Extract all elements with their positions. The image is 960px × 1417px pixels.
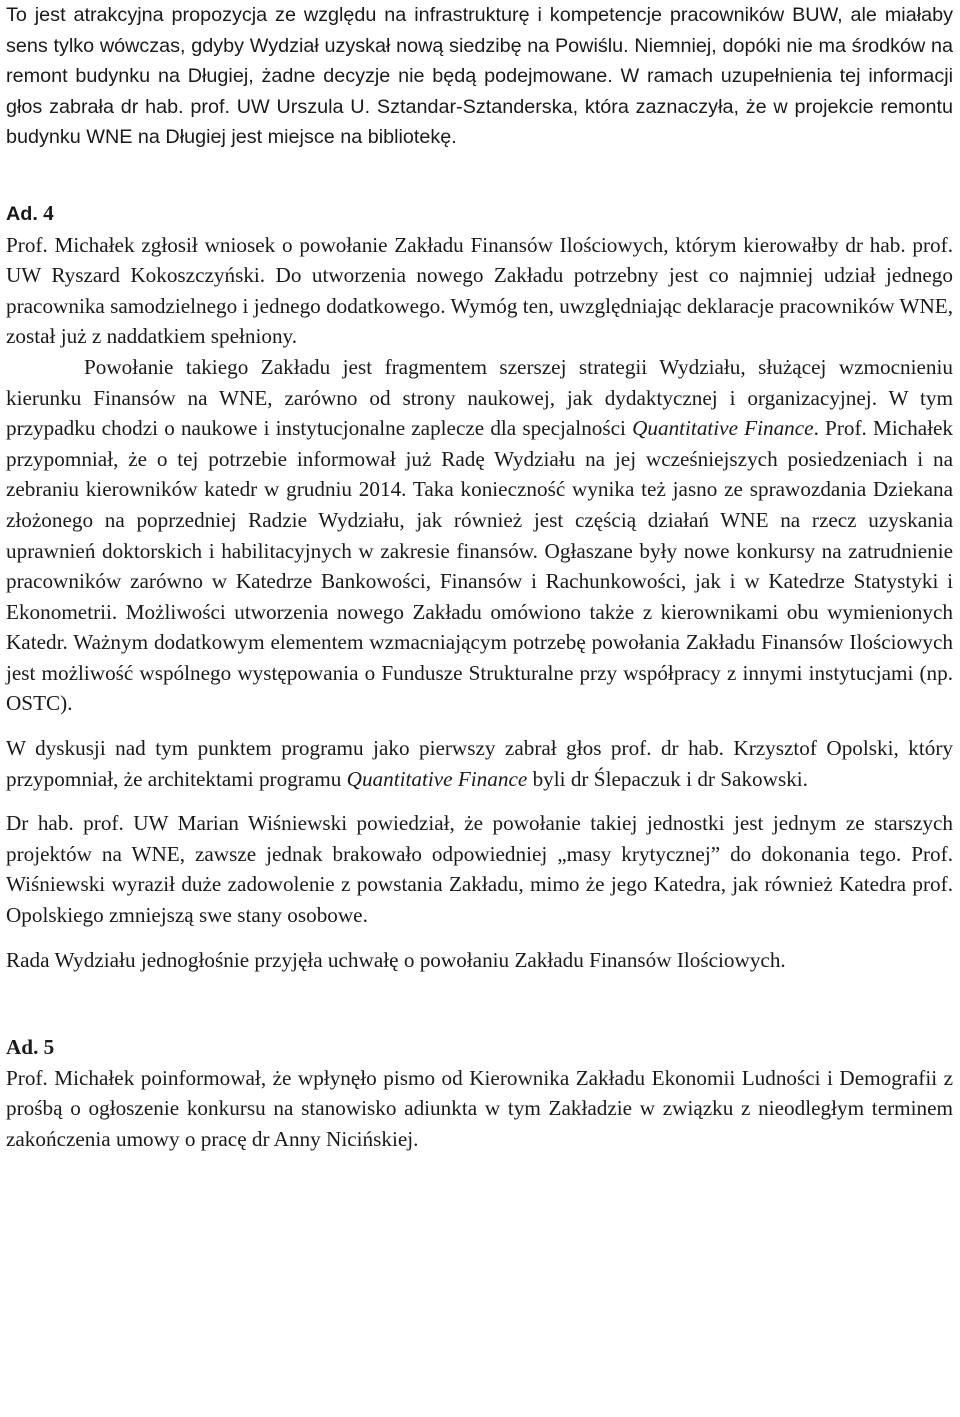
quantitative-finance-term: Quantitative Finance <box>632 416 814 441</box>
ad5-heading: Ad. 5 <box>6 1035 55 1060</box>
ad4-paragraph-1: Prof. Michałek zgłosił wniosek o powołanie Zakładu Finansów Ilościowych, którym kierowałby dr hab. prof. UW Ryszard Kokoszczyński. Do utworzenia nowego Zakładu potrzebny jest co najmniej udział jednego pracownika samodzielnego i jednego dodatkowego. Wymóg ten, uwzględniając deklaracje pracowników WNE, został już z naddatkiem spełniony. <box>6 232 953 349</box>
ad4-heading-number: 4 <box>43 200 54 225</box>
ad4-heading <box>6 198 953 230</box>
quantitative-finance-term-2: Quantitative Finance <box>346 766 528 791</box>
ad4-paragraph-2-start: Powołanie takiego Zakładu jest fragmentem szerszej strategii Wydziału, służącej wzmocnieniu kierunku Finansów na WNE, zarówno od strony naukowej, jak dydaktycznej i organizacyjnej. W tym przypadku chodzi o naukowe i instytucjonalne zaplecze dla specjalności <box>6 354 953 441</box>
ad4-paragraph-3 <box>6 733 953 794</box>
ad4-paragraph-2-end: . Prof. Michałek przypomniał, że o tej potrzebie informował już Radę Wydziału na jej wcześniejszych posiedzeniach i na zebraniu kierowników katedr w grudniu 2014. Taka konieczność wynika też jasno ze sprawozdania Dziekana złożonego na poprzedniej Radzie Wydziału, jak również jest częścią działań WNE na rzecz uzyskania uprawnień doktorskich i habilitacyjnych w zakresie finansów. Ogłaszane były nowe konkursy na zatrudnienie pracowników zarówno w Katedrze Bankowości, Finansów i Rachunkowości, jak i w Katedrze Statystyki i Ekonometrii. Możliwości utworzenia nowego Zakładu omówiono także z kierownikami obu wymienionych Katedr. Ważnym dodatkowym elementem wzmacniającym potrzebę powołania Zakładu Finansów Ilościowych jest możliwość wspólnego występowania o Fundusze Strukturalne przy współpracy z innymi instytucjami (np. OSTC). <box>6 416 953 716</box>
ad4-paragraph-2 <box>6 352 953 719</box>
ad4-heading-prefix: Ad. <box>6 202 38 225</box>
ad5-paragraph-1: Prof. Michałek poinformował, że wpłynęło pismo od Kierownika Zakładu Ekonomii Ludności i Demografii z prośbą o ogłoszenie konkursu na stanowisko adiunkta w tym Zakładzie w związku z nieodległym terminem zakończenia umowy o pracę dr Anny Nicińskiej. <box>6 1065 953 1151</box>
ad4-paragraph-4: Dr hab. prof. UW Marian Wiśniewski powiedział, że powołanie takiej jednostki jest jednym ze starszych projektów na WNE, zawsze jednak brakowało odpowiedniej „masy krytycznej” do dokonania tego. Prof. Wiśniewski wyraził duże zadowolenie z powstania Zakładu, mimo że jego Katedra, jak również Katedra prof. Opolskiego zmniejszą swe stany osobowe. <box>6 811 953 928</box>
ad4-paragraph-3-start: W dyskusji nad tym punktem programu jako pierwszy zabrał głos prof. dr hab. Krzysztof Opolski, który przypomniał, że architektami programu <box>6 736 953 791</box>
intro-paragraph: To jest atrakcyjna propozycja ze względu na infrastrukturę i kompetencje pracowników BUW, ale miałaby sens tylko wówczas, gdyby Wydział uzyskał nową siedzibę na Powiślu. Niemniej, dopóki nie ma środków na remont budynku na Długiej, żadne decyzje nie będą podejmowane. W ramach uzupełnienia tej informacji głos zabrała dr hab. prof. UW Urszula U. Sztandar-Sztanderska, która zaznaczyła, że w projekcie remontu budynku WNE na Długiej jest miejsce na bibliotekę. <box>6 4 953 149</box>
ad4-resolution: Rada Wydziału jednogłośnie przyjęła uchwałę o powołaniu Zakładu Finansów Ilościowych. <box>6 947 786 972</box>
document-page <box>6 0 953 1155</box>
ad4-paragraph-3-end: byli dr Ślepaczuk i dr Sakowski. <box>527 766 808 791</box>
